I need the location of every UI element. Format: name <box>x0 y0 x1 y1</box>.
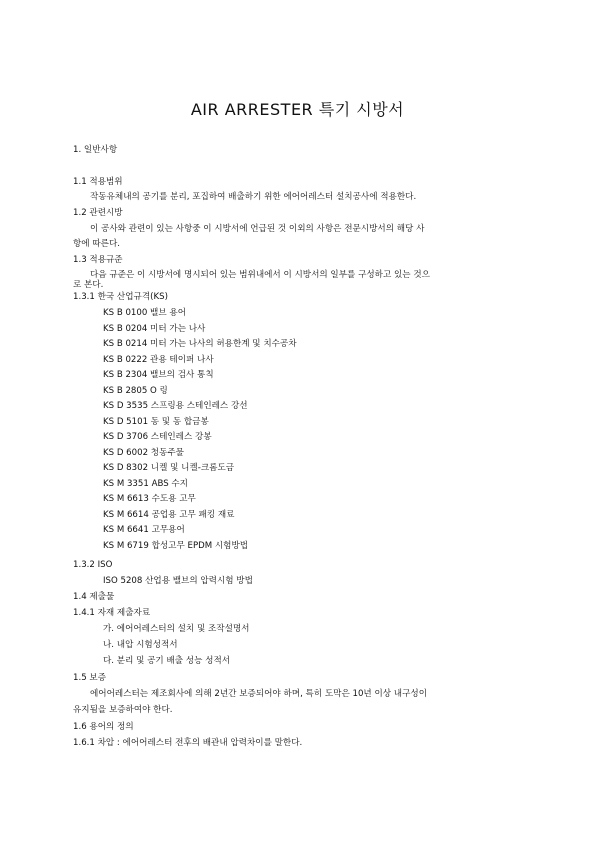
section-1-5-body-line2: 유지됨을 보증하여야 한다. <box>73 705 173 715</box>
section-1-2-body-line2: 항에 따른다. <box>73 239 120 249</box>
submittal-item: 나. 내압 시험성적서 <box>103 640 178 650</box>
standard-item: KS M 6641 고무용어 <box>103 525 185 535</box>
standard-item: KS B 0204 미터 가는 나사 <box>103 324 206 334</box>
document-title: AIR ARRESTER 특기 시방서 <box>190 100 405 119</box>
section-heading-1-4-1: 1.4.1 자재 제출자료 <box>73 608 151 618</box>
standard-item: KS D 3535 스프링용 스테인레스 강선 <box>103 401 248 411</box>
section-1-1-body: 작동유체내의 공기를 분리, 포집하여 배출하기 위한 에어어레스터 설치공사에 적용한다. <box>90 192 417 202</box>
section-heading-1-3-1: 1.3.1 한국 산업규격(KS) <box>73 292 168 302</box>
definition-1-6-1: 1.6.1 차압 : 에어어레스터 전후의 배관내 압력차이를 말한다. <box>73 738 303 748</box>
section-1-5-body-line1: 에어어레스터는 제조회사에 의해 2년간 보증되어야 하며, 특히 도막은 10년 이상 내구성이 <box>90 689 428 699</box>
section-heading-1-5: 1.5 보증 <box>73 673 107 683</box>
standard-item: KS B 0222 관용 테이퍼 나사 <box>103 355 214 365</box>
section-heading-1-6: 1.6 용어의 정의 <box>73 722 134 732</box>
submittal-item: 가. 에어어레스터의 설치 및 조작설명서 <box>103 624 250 634</box>
iso-item: ISO 5208 산업용 밸브의 압력시험 방법 <box>103 576 253 586</box>
standard-item: KS D 8302 니켈 및 니켈-크롬도금 <box>103 463 235 473</box>
standard-item: KS D 6002 청동주물 <box>103 448 184 458</box>
standard-item: KS B 2805 O 링 <box>103 386 168 396</box>
section-1-2-body-line1: 이 공사와 관련이 있는 사항중 이 시방서에 언급된 것 이외의 사항은 전문시방서의 해당 사 <box>90 224 425 234</box>
section-heading-1-3-2: 1.3.2 ISO <box>73 560 113 570</box>
section-heading-1-3: 1.3 적용규준 <box>73 255 123 265</box>
standard-item: KS D 5101 동 및 동 합금봉 <box>103 417 209 427</box>
section-heading-1: 1. 일반사항 <box>73 145 118 155</box>
standard-item: KS B 0214 미터 가는 나사의 허용한계 및 치수공차 <box>103 339 297 349</box>
standard-item: KS B 2304 밸브의 검사 통칙 <box>103 370 214 380</box>
section-heading-1-2: 1.2 관련시방 <box>73 208 123 218</box>
standard-item: KS M 3351 ABS 수지 <box>103 479 188 489</box>
section-heading-1-1: 1.1 적용범위 <box>73 177 123 187</box>
section-1-3-body-line1: 다음 규준은 이 시방서에 명시되어 있는 범위내에서 이 시방서의 일부를 구성하고 있는 것으 <box>90 270 430 280</box>
section-1-3-body-line2: 로 본다. <box>73 280 104 290</box>
section-heading-1-4: 1.4 제출물 <box>73 592 115 602</box>
standard-item: KS M 6614 공업용 고무 패킹 재료 <box>103 510 235 520</box>
submittal-item: 다. 분리 및 공기 배출 성능 성적서 <box>103 656 231 666</box>
standard-item: KS B 0100 밸브 용어 <box>103 308 186 318</box>
standard-item: KS M 6719 합성고무 EPDM 시험방법 <box>103 541 249 551</box>
standard-item: KS D 3706 스테인레스 강봉 <box>103 432 212 442</box>
standard-item: KS M 6613 수도용 고무 <box>103 494 196 504</box>
